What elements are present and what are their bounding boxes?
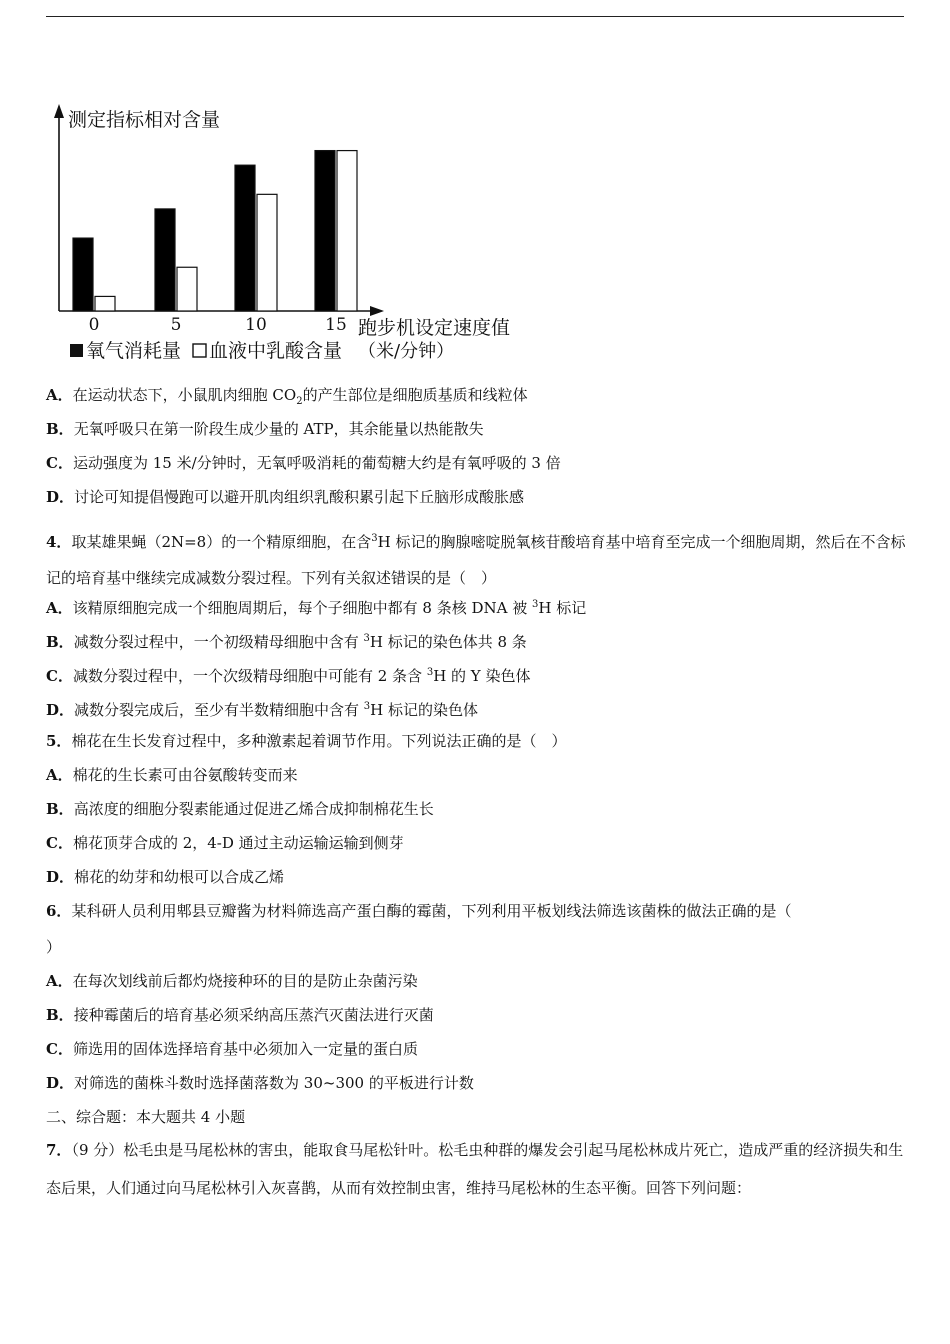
q5-stem: 5．棉花在生长发育过程中，多种激素起着调节作用。下列说法正确的是（ ） — [46, 732, 567, 750]
q6-option-a: A．在每次划线前后都灼烧接种环的目的是防止杂菌污染 — [46, 972, 418, 990]
bar-lactate-10 — [257, 194, 277, 311]
q6-option-c: C．筛选用的固体选择培育基中必须加入一定量的蛋白质 — [46, 1040, 418, 1058]
y-axis-label: 测定指标相对含量 — [68, 109, 221, 131]
q5-option-b: B．高浓度的细胞分裂素能通过促进乙烯合成抑制棉花生长 — [46, 800, 434, 818]
section-heading: 二、综合题：本大题共 4 小题 — [46, 1108, 246, 1126]
q4-stem: 4．取某雄果蝇（2N=8）的一个精原细胞，在含$^3$H 标记的胸腺嘧啶脱氧核苷酸培育基中培育至完成一个细胞周期，然后在不含标记的培育基中继续完成减数分裂过程。下列有关叙述错误的是（ ） — [46, 533, 906, 587]
x-axis-unit: （米/分钟） — [358, 341, 455, 362]
header-rule — [46, 16, 904, 17]
q3-option-c: C．运动强度为 15 米/分钟时，无氧呼吸消耗的葡萄糖大约是有氧呼吸的 3 倍 — [46, 454, 561, 472]
q4-option-a: A．该精原细胞完成一个细胞周期后，每个子细胞中都有 8 条核 DNA 被 $^3$H 标记 — [46, 599, 587, 617]
x-axis-arrow — [370, 306, 384, 316]
legend-swatch-oxygen — [70, 344, 83, 357]
bar-oxygen-0 — [73, 238, 93, 311]
q6-stem-line1: 6．某科研人员利用郫县豆瓣酱为材料筛选高产蛋白酶的霉菌，下列利用平板划线法筛选该菌株的做法正确的是（ — [46, 902, 792, 920]
bar-chart — [40, 98, 540, 368]
bar-oxygen-10 — [235, 165, 255, 311]
legend-label-lactate: 血液中乳酸含量 — [209, 340, 343, 362]
legend-swatch-lactate — [193, 344, 206, 357]
bar-lactate-5 — [177, 267, 197, 311]
bars-group — [73, 151, 357, 311]
x-axis-label: 跑步机设定速度值 — [358, 317, 511, 339]
x-tick-label-10: 10 — [245, 315, 267, 335]
legend-label-oxygen: 氧气消耗量 — [86, 340, 182, 362]
q4-option-c: C．减数分裂过程中，一个次级精母细胞中可能有 2 条含 $^3$H 的 Y 染色体 — [46, 667, 531, 685]
q3-option-b: B．无氧呼吸只在第一阶段生成少量的 ATP，其余能量以热能散失 — [46, 420, 484, 438]
bar-lactate-15 — [337, 151, 357, 311]
q6-option-d: D．对筛选的菌株斗数时选择菌落数为 30~300 的平板进行计数 — [46, 1074, 474, 1092]
bar-oxygen-15 — [315, 151, 335, 311]
bar-oxygen-5 — [155, 209, 175, 311]
q5-option-c: C．棉花顶芽合成的 2，4-D 通过主动运输运输到侧芽 — [46, 834, 404, 852]
q5-option-a: A．棉花的生长素可由谷氨酸转变而来 — [46, 766, 298, 784]
q7-stem: 7．（9 分）松毛虫是马尾松林的害虫，能取食马尾松针叶。松毛虫种群的爆发会引起马尾松林成片死亡，造成严重的经济损失和生态后果，人们通过向马尾松林引入灰喜鹊，从而有效控制虫害，维持马尾松林的生态平衡。回答下列问题： — [46, 1141, 904, 1197]
q6-option-b: B．接种霉菌后的培育基必须采纳高压蒸汽灭菌法进行灭菌 — [46, 1006, 434, 1024]
x-tick-label-5: 5 — [170, 315, 182, 335]
q5-option-d: D．棉花的幼芽和幼根可以合成乙烯 — [46, 868, 285, 886]
bar-lactate-0 — [95, 296, 115, 311]
y-axis-arrow — [54, 104, 64, 118]
q6-stem-line2: ） — [46, 938, 62, 956]
x-tick-label-15: 15 — [325, 315, 347, 335]
x-tick-label-0: 0 — [88, 315, 100, 335]
q3-option-d: D．讨论可知提倡慢跑可以避开肌肉组织乳酸积累引起下丘脑形成酸胀感 — [46, 488, 525, 506]
q4-option-d: D．减数分裂完成后，至少有半数精细胞中含有 $^3$H 标记的染色体 — [46, 701, 479, 719]
q3-option-a: A．在运动状态下，小鼠肌肉细胞 $CO_2$的产生部位是细胞质基质和线粒体 — [46, 386, 528, 407]
q4-option-b: B．减数分裂过程中，一个初级精母细胞中含有 $^3$H 标记的染色体共 8 条 — [46, 633, 527, 651]
tick-labels-group — [89, 315, 347, 335]
